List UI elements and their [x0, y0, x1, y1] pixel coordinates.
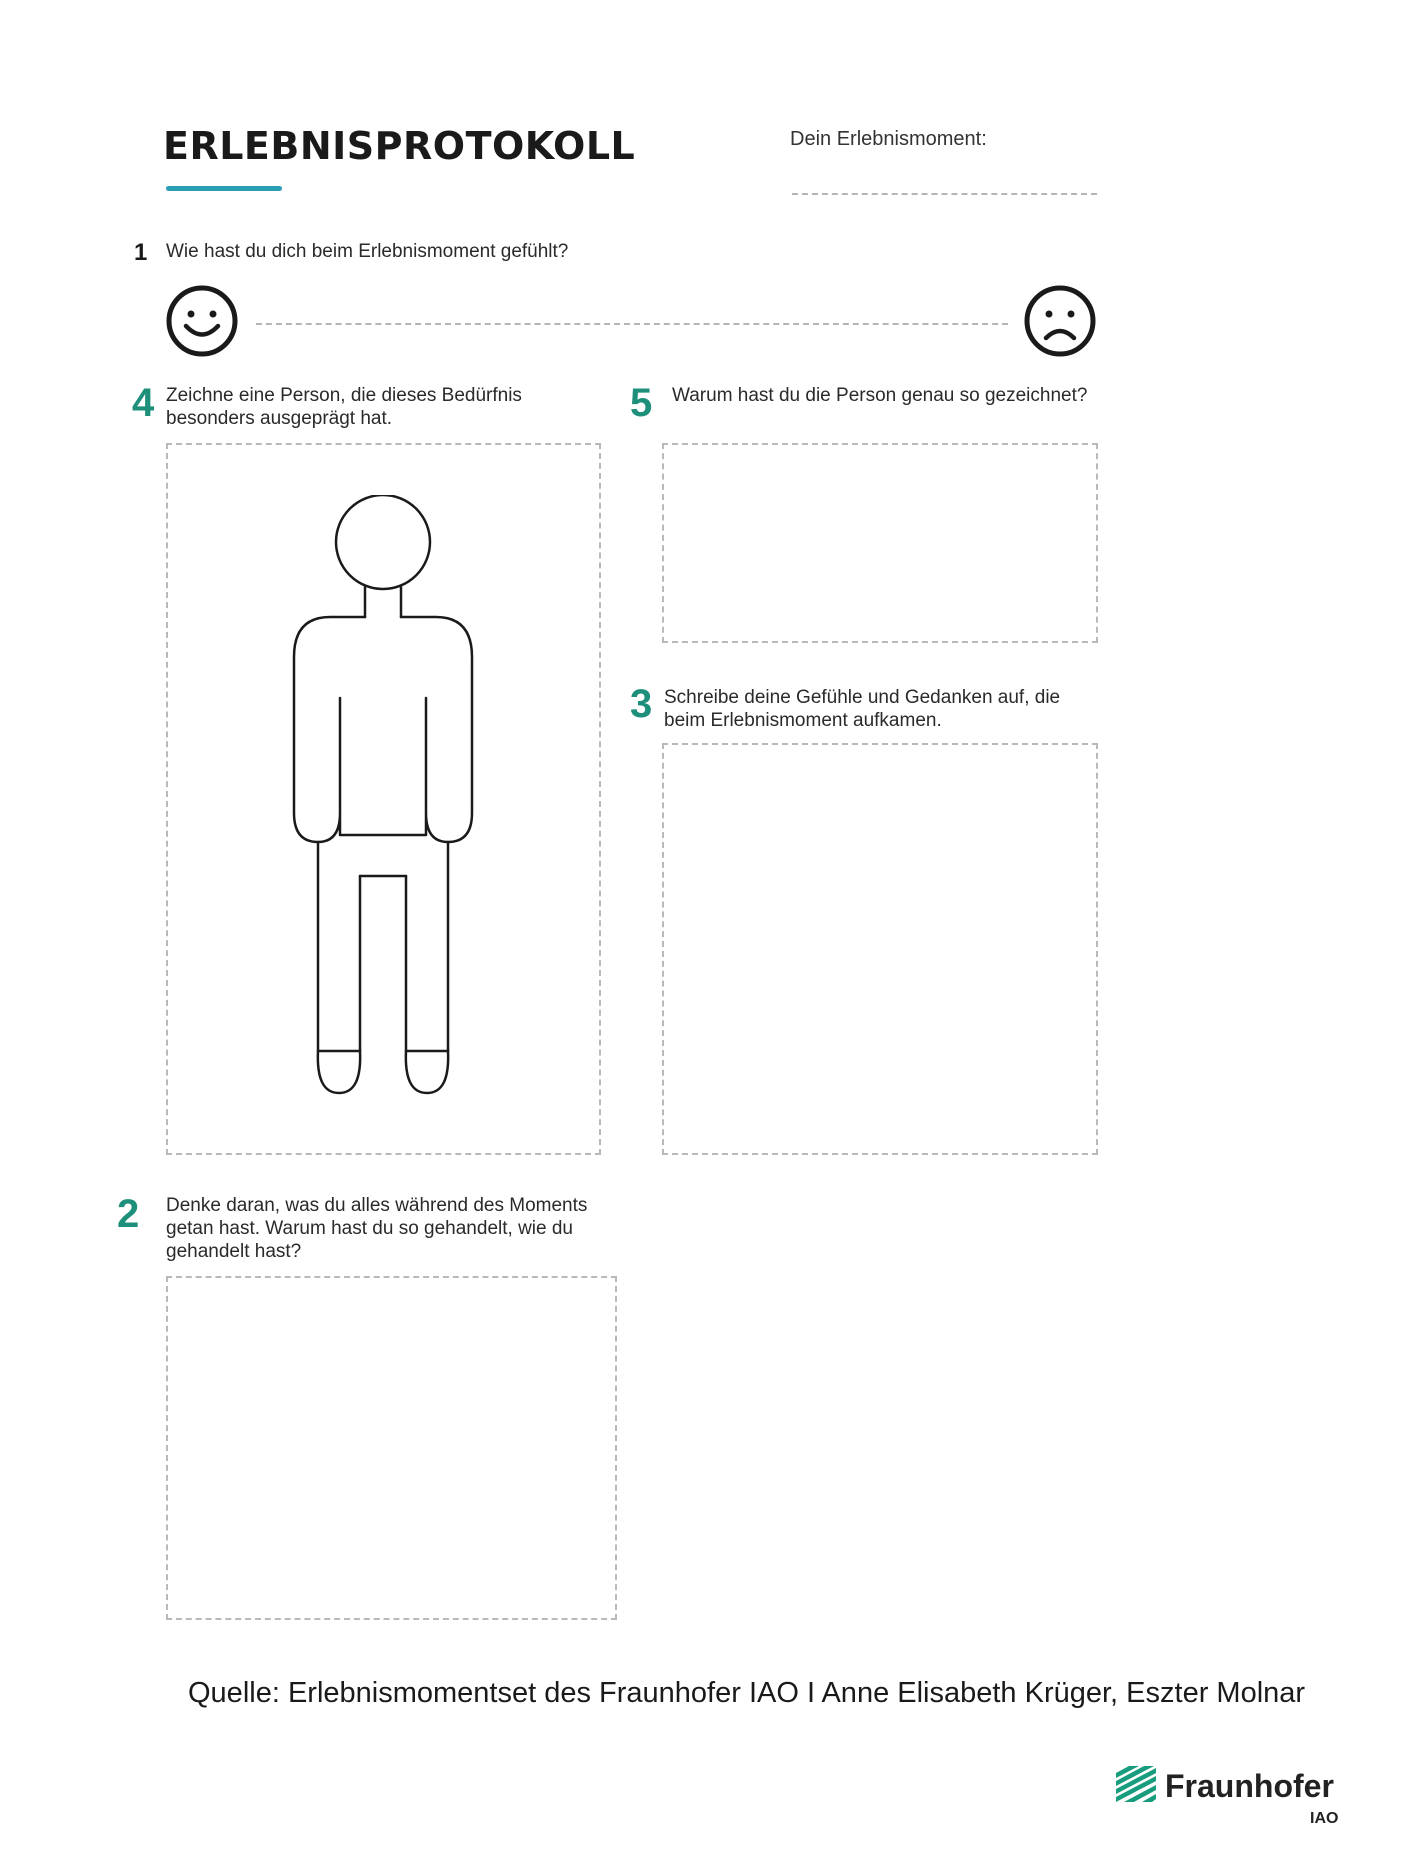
title-underline	[166, 186, 282, 191]
question-1-text: Wie hast du dich beim Erlebnismoment gefühlt?	[166, 241, 569, 262]
moment-input-line[interactable]	[792, 193, 1097, 195]
answer-box-2[interactable]	[166, 1276, 617, 1620]
fraunhofer-logo	[1116, 1762, 1376, 1832]
source-credit: Quelle: Erlebnismomentset des Fraunhofer IAO I Anne Elisabeth Krüger, Eszter Molnar	[188, 1677, 1306, 1709]
feeling-scale-line[interactable]	[256, 323, 1008, 325]
question-5-text: Warum hast du die Person genau so gezeichnet?	[672, 385, 1088, 406]
question-4-text	[166, 384, 522, 430]
question-2-line-3: gehandelt hast?	[166, 1241, 302, 1262]
fraunhofer-logo-sub: IAO	[1310, 1810, 1339, 1827]
fraunhofer-logo-icon	[1116, 1766, 1156, 1802]
fraunhofer-logo-text: Fraunhofer	[1165, 1768, 1334, 1804]
question-3-line-2: beim Erlebnismoment aufkamen.	[664, 710, 942, 731]
question-2-text	[166, 1194, 587, 1263]
question-3-number: 3	[630, 682, 653, 726]
sad-face-icon	[1022, 283, 1098, 359]
question-3-line-1: Schreibe deine Gefühle und Gedanken auf, die	[664, 687, 1061, 708]
question-2-line-1: Denke daran, was du alles während des Moments	[166, 1195, 588, 1216]
question-4-number: 4	[132, 381, 155, 425]
question-4-line-2: besonders ausgeprägt hat.	[166, 408, 393, 429]
question-1-number: 1	[134, 239, 148, 266]
moment-label: Dein Erlebnismoment:	[790, 128, 987, 150]
answer-box-5[interactable]	[662, 443, 1098, 643]
question-2-line-2: getan hast. Warum hast du so gehandelt, wie du	[166, 1218, 573, 1239]
answer-box-3[interactable]	[662, 743, 1098, 1155]
question-2-number: 2	[117, 1192, 140, 1236]
question-3-text	[664, 686, 1060, 732]
person-outline-drawing	[280, 495, 490, 1105]
happy-face-icon	[164, 283, 240, 359]
question-4-line-1: Zeichne eine Person, die dieses Bedürfnis	[166, 385, 522, 406]
page-title: ERLEBNISPROTOKOLL	[163, 124, 636, 168]
question-5-number: 5	[630, 381, 653, 425]
